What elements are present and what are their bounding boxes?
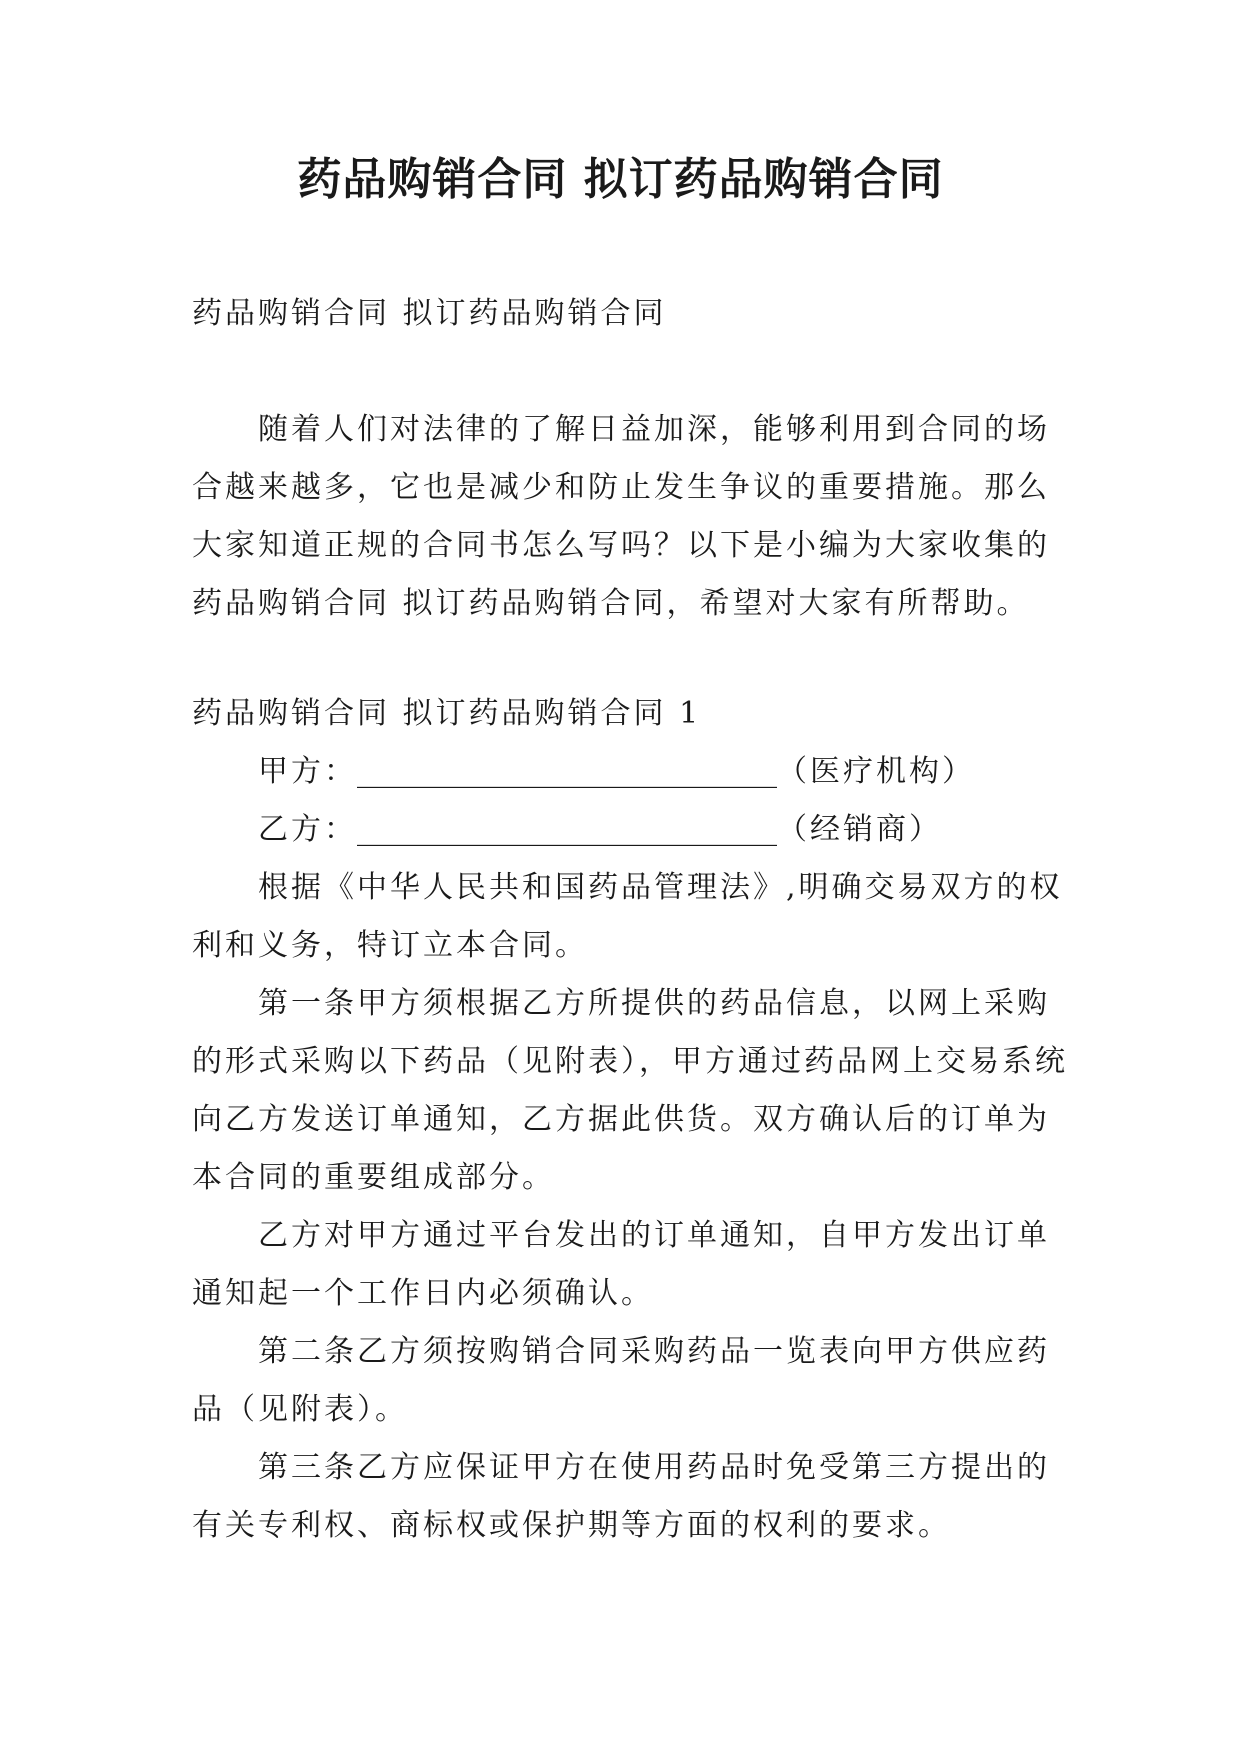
document-body bbox=[192, 285, 1072, 1555]
party-b-blank: ____________________________ bbox=[357, 812, 777, 847]
party-b-line bbox=[192, 801, 1072, 859]
paragraph-article-1: 第一条甲方须根据乙方所提供的药品信息，以网上采购的形式采购以下药品（见附表），甲方通过药品网上交易系统向乙方发送订单通知，乙方据此供货。双方确认后的订单为本合同的重要组成部分。 bbox=[192, 986, 1068, 1195]
intro-paragraph: 随着人们对法律的了解日益加深，能够利用到合同的场合越来越多，它也是减少和防止发生争议的重要措施。那么大家知道正规的合同书怎么写吗？以下是小编为大家收集的药品购销合同 拟订药品购销合同，希望对大家有所帮助。 bbox=[192, 412, 1050, 621]
party-a-blank: ____________________________ bbox=[357, 754, 777, 789]
paragraph-article-2: 第二条乙方须按购销合同采购药品一览表向甲方供应药品（见附表）。 bbox=[192, 1334, 1050, 1427]
document-subtitle: 药品购销合同 拟订药品购销合同 bbox=[192, 296, 667, 331]
party-b-role: （经销商） bbox=[777, 812, 942, 847]
party-a-line bbox=[192, 743, 1072, 801]
paragraph-law-basis: 根据《中华人民共和国药品管理法》,明确交易双方的权利和义务，特订立本合同。 bbox=[192, 870, 1063, 963]
document-title: 药品购销合同 拟订药品购销合同 bbox=[297, 154, 944, 205]
party-a-role: （医疗机构） bbox=[777, 754, 975, 789]
section-heading: 药品购销合同 拟订药品购销合同 1 bbox=[192, 696, 702, 731]
paragraph-order-confirmation: 乙方对甲方通过平台发出的订单通知，自甲方发出订单通知起一个工作日内必须确认。 bbox=[192, 1218, 1050, 1311]
party-a-label: 甲方： bbox=[258, 754, 357, 789]
paragraph-article-3: 第三条乙方应保证甲方在使用药品时免受第三方提出的有关专利权、商标权或保护期等方面的权利的要求。 bbox=[192, 1450, 1050, 1543]
party-b-label: 乙方： bbox=[258, 812, 357, 847]
